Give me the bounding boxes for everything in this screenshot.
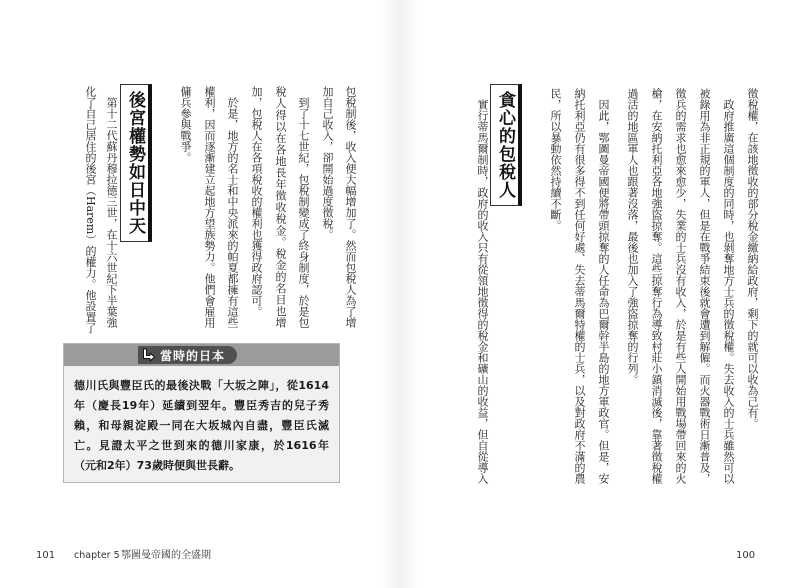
text-column: 加自己收入，卻開始過度徵稅。 [321, 86, 334, 240]
page-right [400, 0, 799, 588]
sidebar-body [64, 366, 339, 482]
sidebar-line: 賴，和母親淀殿一同在大坂城內自盡，豐臣氏滅 [74, 419, 329, 432]
text-column: 包稅制後，收入便大幅增加了。然而包稅人為了增 [344, 86, 357, 328]
text-column: 因此，鄂圖曼帝國便將帶頭掠奪的人任命為巴爾幹半島的地方軍政官。但是，安 [597, 88, 610, 484]
chapter-label: chapter 5 [74, 550, 120, 561]
sidebar-header [64, 344, 339, 366]
text-column: 第十二代蘇丹穆拉德三世，在十六世紀下半葉強 [105, 86, 118, 328]
text-column: 權利，因而逐漸建立起地方望族勢力。他們會雇用 [203, 86, 216, 328]
sidebar-line: 年（慶長19年）延續到翌年。豐臣秀吉的兒子秀 [74, 399, 329, 412]
text-column: 化了自己居住的後宮（Harem）的權力。他設置了 [84, 86, 97, 334]
turn-right-arrow-icon [142, 348, 156, 362]
sidebar-line: （元和2年）73歲時便與世長辭。 [74, 459, 240, 472]
text-column: 到了十七世紀，包稅制變成了終身制度，於是包 [297, 86, 310, 328]
text-column: 槍，在安納托利亞各地強盜掠奪。這些掠奪行為導致村莊小鎮消滅後，靠著徵稅權 [650, 88, 663, 484]
sidebar-title: 當時的日本 [160, 348, 226, 363]
section-heading: 貪心的包稅人 [490, 84, 522, 206]
text-column: 實行蒂馬爾制時，政府的收入只有從領地徵得的稅金和礦山的收益，但自從導入 [476, 88, 489, 484]
text-column: 民，所以暴動依然持續不斷。 [549, 88, 562, 231]
page-number: 101 [36, 550, 56, 561]
text-column: 過活的地區軍人也跟著沒落，最後也加入了強盜掠奪的行列。 [626, 88, 639, 385]
sidebar-line: 亡。見證太平之世到來的德川家康，於1616年 [74, 439, 329, 452]
page-number: 100 [736, 550, 756, 561]
chapter-title: 鄂圖曼帝國的全盛期 [121, 550, 211, 561]
text-column: 納托利亞仍有很多得不到任何好處、失去蒂馬爾特權的士兵，以及對政府不滿的農 [573, 88, 586, 484]
text-column: 於是，地方的名士和中央派來的帕夏都擁有這些 [226, 86, 239, 328]
text-column: 政府推廣這個制度的同時，也剝奪地方士兵的徵稅權。失去收入的士兵雖然可以 [722, 88, 735, 484]
text-column: 傭兵參與戰爭。 [179, 86, 192, 163]
section-heading: 後宮權勢如日中天 [120, 84, 152, 242]
page-left [0, 0, 399, 588]
text-column: 稅人得以在各地長年徵收稅金。稅金的名目也增 [274, 86, 287, 328]
sidebar-line: 德川氏與豐臣氏的最後決戰「大坂之陣」，從1614 [74, 379, 329, 392]
text-column: 徵兵的需求也愈來愈少，失業的士兵沒有收入，於是有些人開始用戰場帶回來的火 [674, 88, 687, 484]
sidebar-box [63, 343, 340, 483]
text-column: 被錄用為非正規的軍人，但是在戰爭結束後就會遭到解僱。而火器戰術日漸普及， [698, 88, 711, 484]
sidebar-tab [138, 346, 237, 364]
text-column: 徵稅權，在該地徵收的部分稅金繳納給政府，剩下的就可以收為己有。 [746, 88, 759, 429]
text-column: 加，包稅人在各項稅收的權利也獲得政府認可。 [250, 86, 263, 317]
